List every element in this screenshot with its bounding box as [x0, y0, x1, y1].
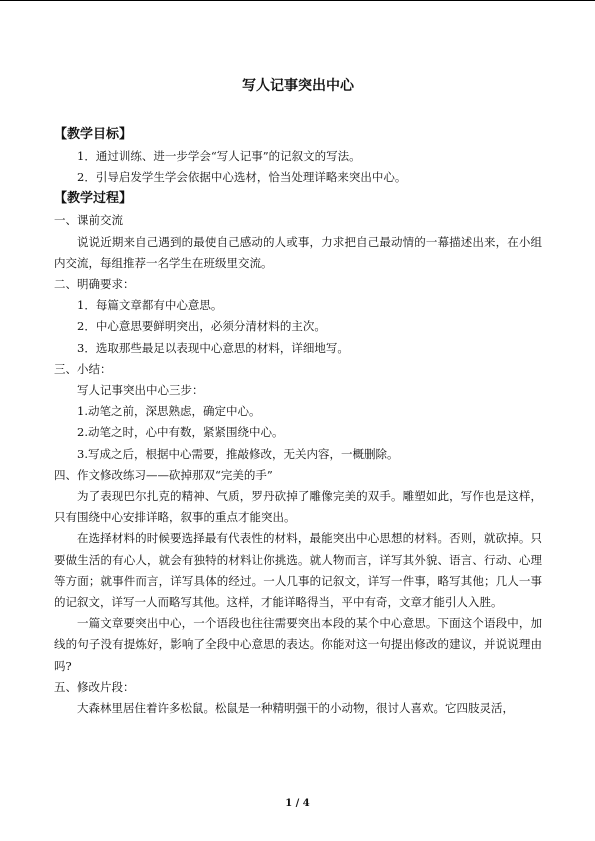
goals-heading: 【教学目标】	[54, 127, 133, 142]
part5-title: 五、修改片段：	[54, 679, 135, 694]
goal-item-1: 1．通过训练、进一步学会“写人记事”的记叙文的写法。	[77, 149, 361, 163]
part1-title: 一、课前交流	[54, 213, 123, 228]
part1-text: 说说近期来自己遇到的最使自己感动的人或事，力求把自己最动情的一幕描述出来，在小组内交流，每组推荐一名学生在班级里交流。	[54, 234, 542, 270]
document-page	[54, 70, 542, 719]
page-number: 1 / 4	[285, 798, 310, 809]
summary-intro: 写人记事突出中心三步：	[77, 383, 204, 398]
part4-paragraph-3: 一篇文章要突出中心，一个语段也往往需要突出本段的某个中心意思。下面这个语段中，加线的句子没有提炼好，影响了全段中心意思的表达。你能对这一句提出修改的建议，并说说理由吗?	[54, 616, 542, 673]
part4-paragraph-1: 为了表现巴尔扎克的精神、气质，罗丹砍掉了雕像完美的双手。雕塑如此，写作也是这样，只有围绕中心安排详略，叙事的重点才能突出。	[54, 489, 542, 525]
part5-paragraph-1: 大森林里居住着许多松鼠。松鼠是一种精明强干的小动物，很讨人喜欢。它四肢灵活，	[77, 701, 514, 716]
part4-title: 四、作文修改练习——砍掉那双“完美的手”	[54, 467, 273, 482]
top-rule	[0, 0, 595, 1]
requirement-3: 3．选取那些最足以表现中心意思的材料，详细地写。	[77, 340, 349, 355]
requirement-2: 2．中心意思要鲜明突出，必须分清材料的主次。	[77, 319, 326, 334]
summary-step-1: 1.动笔之前，深思熟虑，确定中心。	[77, 404, 261, 419]
requirement-1: 1．每篇文章都有中心意思。	[77, 298, 223, 313]
process-heading: 【教学过程】	[54, 191, 133, 207]
summary-step-3: 3.写成之后，根据中心需要，推敲修改，无关内容，一概删除。	[77, 446, 399, 461]
page-title: 写人记事突出中心	[242, 78, 354, 94]
goal-item-2: 2．引导启发学生学会依据中心选材，恰当处理详略来突出中心。	[77, 170, 407, 185]
summary-step-2: 2.动笔之时，心中有数，紧紧围绕中心。	[77, 425, 284, 440]
part4-paragraph-2: 在选择材料的时候要选择最有代表性的材料，最能突出中心思想的材料。否则，就砍掉。只要做生活的有心人，就会有独特的材料让你挑选。就人物而言，详写其外貌、语言、行动、心理等方面；就事件而言，详写具体的经过。一人几事的记叙文，详写一件事，略写其他；几人一事的记叙文，详写一人而略写其他。这样，才能详略得当，平中有奇，文章才能引人入胜。	[54, 531, 542, 610]
part2-title: 二、明确要求：	[54, 277, 135, 292]
part3-title: 三、小结：	[54, 361, 112, 376]
